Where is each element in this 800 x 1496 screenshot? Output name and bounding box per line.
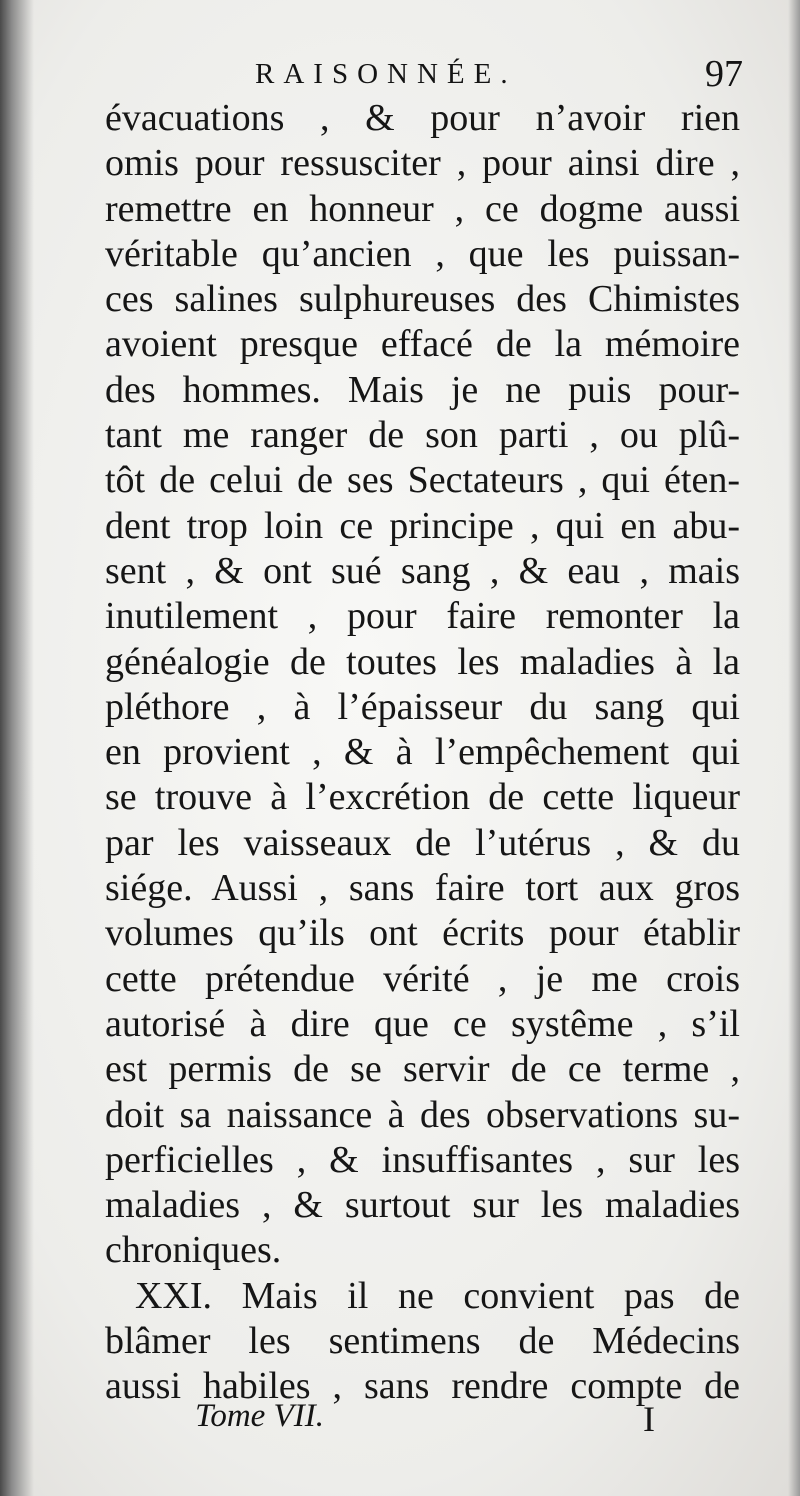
text-line: sent , & ont sué sang , & eau , mais [105,549,740,592]
text-line: doit sa naissance à des observations su- [105,1093,740,1136]
body-text [105,96,740,1410]
text-line: ces salines sulphureuses des Chimistes [105,278,740,321]
page-footer [195,1398,655,1448]
volume-label: Tome VII. [195,1398,324,1434]
text-line: cette prétendue vérité , je me crois [105,957,740,1000]
text-line: perficielles , & insuffisantes , sur les [105,1138,740,1181]
signature-mark: I [643,1399,655,1439]
text-line: pléthore , à l’épaisseur du sang qui [105,685,740,728]
page-number: 97 [705,53,743,95]
text-line: en provient , & à l’empêchement qui [105,731,740,774]
text-line: avoient presque effacé de la mémoire [105,323,740,366]
section-start-line: XXI. Mais il ne convient pas de [135,1274,740,1317]
running-title: RAISONNÉE. [255,58,517,90]
text-line: tant me ranger de son parti , ou plû- [105,414,740,457]
text-line: remettre en honneur , ce dogme aussi [105,187,740,230]
text-line: évacuations , & pour n’avoir rien [105,97,740,139]
text-line: par les vaisseaux de l’utérus , & du [105,821,740,864]
text-line: dent trop loin ce principe , qui en abu- [105,504,740,547]
text-line: omis pour ressusciter , pour ainsi dire , [105,142,740,185]
text-line: maladies , & surtout sur les maladies [105,1184,740,1227]
text-line: se trouve à l’excrétion de cette liqueur [105,776,740,819]
text-line: siége. Aussi , sans faire tort aux gros [105,867,740,910]
text-line: volumes qu’ils ont écrits pour établir [105,912,740,955]
running-head [105,52,743,100]
text-line: inutilement , pour faire remonter la [105,595,740,638]
text-line: aussi habiles , sans rendre compte de [105,1365,740,1408]
text-line: tôt de celui de ses Sectateurs , qui éten- [105,459,740,502]
text-line: des hommes. Mais je ne puis pour- [105,368,740,411]
paragraph-end-line: chroniques. [105,1229,282,1272]
text-line: généalogie de toutes les maladies à la [105,640,740,683]
text-line: blâmer les sentimens de Médecins [105,1320,740,1363]
text-line: est permis de se servir de ce terme , [105,1048,740,1091]
text-line: autorisé à dire que ce systême , s’il [105,1002,740,1045]
text-line: véritable qu’ancien , que les puissan- [105,232,740,275]
